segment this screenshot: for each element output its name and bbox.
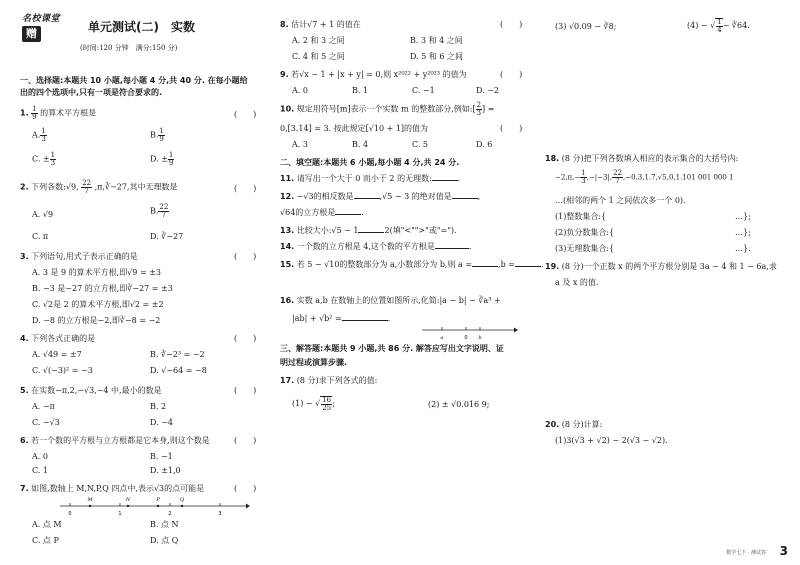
question-17-part-4: (4) − √ $\frac{1}{4}$ − ∛64. bbox=[687, 18, 750, 34]
point-label: Q bbox=[179, 497, 185, 503]
question-17-part-1: (1) − √ $\frac{16}{25}$ ; bbox=[292, 396, 335, 412]
option-b[interactable]: B. 4 bbox=[352, 140, 369, 149]
option-c[interactable]: C. 4 和 5 之间 bbox=[292, 52, 345, 61]
axis-label: 0 bbox=[464, 335, 468, 341]
option-d[interactable]: D. ± $\frac{1}{9}$ bbox=[150, 151, 174, 167]
answer-blank[interactable] bbox=[354, 198, 380, 199]
option-d[interactable]: D. 点 Q bbox=[150, 536, 179, 545]
set-irrationals-end: …}. bbox=[735, 244, 751, 253]
option-b[interactable]: B. 点 N bbox=[150, 520, 179, 529]
question-6: 6. 若一个数的平方根与立方根都是它本身,则这个数是 bbox=[20, 436, 210, 445]
column-3 bbox=[545, 0, 785, 565]
option-b[interactable]: B. 2 bbox=[150, 402, 167, 411]
option-a[interactable]: A. √9 bbox=[32, 210, 54, 219]
option-c[interactable]: C. −1 bbox=[412, 86, 435, 95]
answer-paren[interactable]: ( ) bbox=[234, 184, 257, 193]
option-b[interactable]: B. ∛−2³ = −2 bbox=[150, 350, 205, 359]
option-a[interactable]: A. 3 bbox=[292, 140, 308, 149]
tick-label: 0 bbox=[68, 511, 72, 516]
question-9: 9. 若√x − 1 + |x + y| = 0,则 x²⁰²² + y²⁰²³ 的值为 bbox=[280, 70, 467, 79]
question-18: 18. (8 分)把下列各数填入相应的表示集合的大括号内: bbox=[545, 154, 739, 163]
question-12: 12. −√3的相反数是 ,√5 − 3 的绝对值是 , bbox=[280, 192, 481, 201]
question-2: 2. 下列各数:√9, $\frac{22}{7}$ ,π,∛−27,其中无理数是 bbox=[20, 179, 178, 195]
question-14: 14. 一个数的立方根是 4,这个数的平方根是 . bbox=[280, 242, 472, 251]
option-c[interactable]: C. 5 bbox=[412, 140, 429, 149]
option-d[interactable]: D. −2 bbox=[476, 86, 500, 95]
answer-paren[interactable]: ( ) bbox=[234, 436, 257, 445]
answer-paren[interactable]: ( ) bbox=[234, 334, 257, 343]
question-19-cont: a 及 x 的值. bbox=[555, 278, 599, 287]
question-8: 8. 估计√7 + 1 的值在 bbox=[280, 20, 361, 29]
question-7: 7. 如图,数轴上 M,N,P,Q 四点中,表示√3的点可能是 bbox=[20, 484, 205, 493]
question-12-cont: √64的立方根是 . bbox=[280, 208, 364, 217]
option-d[interactable]: D. ∛−27 bbox=[150, 232, 184, 241]
question-11: 11. 请写出一个大于 0 而小于 2 的无理数: . bbox=[280, 174, 461, 183]
answer-paren[interactable]: ( ) bbox=[500, 70, 523, 79]
answer-paren[interactable]: ( ) bbox=[234, 484, 257, 493]
option-c[interactable]: C. π bbox=[32, 232, 49, 241]
question-20-part-1: (1)3(√3 + √2) − 2(√3 − √2). bbox=[555, 436, 668, 445]
question-4: 4. 下列各式正确的是 bbox=[20, 334, 96, 343]
answer-blank[interactable] bbox=[342, 320, 388, 321]
answer-blank[interactable] bbox=[432, 180, 458, 181]
option-b[interactable]: B. −1 bbox=[150, 452, 173, 461]
option-c[interactable]: C. ± $\frac{1}{3}$ bbox=[32, 151, 56, 167]
section-2-title: 二、填空题:本题共 6 小题,每小题 4 分,共 24 分. bbox=[280, 158, 460, 167]
brand-badge: 赠 bbox=[22, 26, 41, 42]
option-b[interactable]: B. $\frac{22}{7}$ bbox=[150, 203, 169, 219]
section-1-title: 一、选择题:本题共 10 小题,每小题 4 分,共 40 分. 在每小题给 bbox=[20, 76, 248, 85]
option-a[interactable]: A. 0 bbox=[292, 86, 308, 95]
question-16: 16. 实数 a,b 在数轴上的位置如图所示,化简:|a − b| − ∛a³ + bbox=[280, 296, 501, 305]
option-a[interactable]: A. 点 M bbox=[32, 520, 62, 529]
question-10-cont: 0,[3.14] = 3. 按此规定[√10 + 1]的值为 bbox=[280, 124, 429, 133]
option-b[interactable]: B. $\frac{1}{9}$ bbox=[150, 127, 164, 143]
option-b[interactable]: B. −3 是−27 的立方根,即∛−27 = ±3 bbox=[32, 284, 173, 293]
section-3-title: 三、解答题:本题共 9 小题,共 86 分. 解答应写出文字说明、证 bbox=[280, 344, 504, 353]
question-16-cont: |ab| + √b² = . bbox=[292, 314, 391, 323]
question-20: 20. (8 分)计算: bbox=[545, 420, 603, 429]
question-17-part-2: (2) ± √0.016 9; bbox=[428, 400, 490, 409]
question-5: 5. 在实数−π,2,−√3,−4 中,最小的数是 bbox=[20, 386, 162, 395]
point-label: P bbox=[156, 497, 160, 503]
column-2 bbox=[280, 0, 544, 565]
set-negative-fractions-end: …}; bbox=[735, 228, 751, 237]
set-integers[interactable]: (1)整数集合:{ bbox=[555, 212, 607, 221]
option-a[interactable]: A. 2 和 3 之间 bbox=[292, 36, 345, 45]
question-1: 1. $\frac{1}{9}$ 的算术平方根是 bbox=[20, 105, 97, 121]
option-a[interactable]: A. $\frac{1}{3}$ bbox=[32, 127, 46, 143]
answer-paren[interactable]: ( ) bbox=[500, 124, 523, 133]
option-c[interactable]: C. 点 P bbox=[32, 536, 59, 545]
answer-paren[interactable]: ( ) bbox=[234, 386, 257, 395]
page-number: 3 bbox=[779, 544, 788, 558]
option-c[interactable]: C. √(−3)² = −3 bbox=[32, 366, 93, 375]
fraction: $\frac{1}{9}$ bbox=[32, 105, 37, 121]
question-13: 13. 比较大小:√5 − 1 2(填"<"">"或"="). bbox=[280, 226, 457, 235]
option-c[interactable]: C. √2是 2 的算术平方根,即√2 = ±2 bbox=[32, 300, 164, 309]
question-18-list-cont: …(相邻的两个 1 之间依次多一个 0). bbox=[555, 196, 686, 205]
footer-text: 数学七下 · 测试卷 bbox=[726, 549, 766, 556]
option-d[interactable]: D. ±1,0 bbox=[150, 466, 181, 475]
question-17: 17. (8 分)求下列各式的值: bbox=[280, 376, 378, 385]
answer-paren[interactable]: ( ) bbox=[500, 20, 523, 29]
answer-paren[interactable]: ( ) bbox=[234, 110, 257, 119]
question-3: 3. 下列语句,用式子表示正确的是 bbox=[20, 252, 138, 261]
option-d[interactable]: D. 6 bbox=[476, 140, 493, 149]
number-line-q7 bbox=[60, 494, 250, 516]
option-d[interactable]: D. −4 bbox=[150, 418, 174, 427]
answer-blank[interactable] bbox=[358, 232, 384, 233]
question-17-part-3: (3) √0.09 − ∛8; bbox=[555, 22, 617, 31]
axis-label: a bbox=[440, 335, 444, 341]
answer-blank[interactable] bbox=[515, 266, 541, 267]
option-a[interactable]: A. 3 是 9 的算术平方根,即√9 = ±3 bbox=[32, 268, 161, 277]
page-title: 单元测试(二) 实数 bbox=[88, 20, 195, 34]
answer-blank[interactable] bbox=[452, 198, 478, 199]
answer-paren[interactable]: ( ) bbox=[234, 252, 257, 261]
question-18-list: −2,π,− $\frac{1}{3}$ ,−|−3|, $\frac{22}{7}$ ,−0.3,1.7,√5,0,1.101 001 000 1 bbox=[555, 169, 734, 185]
tick-label: 2 bbox=[168, 511, 172, 516]
set-negative-fractions[interactable]: (2)负分数集合:{ bbox=[555, 228, 615, 237]
set-integers-end: …}; bbox=[735, 212, 751, 221]
option-c[interactable]: C. −√3 bbox=[32, 418, 60, 427]
option-b[interactable]: B. 1 bbox=[352, 86, 369, 95]
option-b[interactable]: B. 3 和 4 之间 bbox=[410, 36, 463, 45]
set-irrationals[interactable]: (3)无理数集合:{ bbox=[555, 244, 615, 253]
section-1-title-cont: 出的四个选项中,只有一项是符合要求的. bbox=[20, 88, 163, 97]
number-line-q16 bbox=[422, 322, 518, 342]
question-15: 15. 若 5 − √10的整数部分为 a,小数部分为 b,则 a = ,b = . bbox=[280, 260, 544, 269]
point-label: M bbox=[87, 497, 93, 503]
option-d[interactable]: D. √−64 = −8 bbox=[150, 366, 207, 375]
option-d[interactable]: D. −8 的立方根是−2,即∛−8 = −2 bbox=[32, 316, 161, 325]
column-1 bbox=[20, 0, 273, 565]
tick-label: 1 bbox=[118, 511, 122, 516]
exam-meta: (时间:120 分钟 满分:150 分) bbox=[80, 44, 178, 52]
section-3-title-cont: 明过程或演算步骤. bbox=[280, 358, 348, 367]
option-a[interactable]: A. √49 = ±7 bbox=[32, 350, 82, 359]
axis-label: b bbox=[478, 335, 482, 341]
answer-blank[interactable] bbox=[472, 266, 498, 267]
option-d[interactable]: D. 5 和 6 之间 bbox=[410, 52, 464, 61]
answer-blank[interactable] bbox=[335, 214, 361, 215]
answer-blank[interactable] bbox=[435, 248, 469, 249]
brand-name: 名校课堂 bbox=[22, 14, 61, 24]
option-a[interactable]: A. −π bbox=[32, 402, 55, 411]
question-19: 19. (8 分)一个正数 x 的两个平方根分别是 3a − 4 和 1 − 6a,求 bbox=[545, 262, 777, 271]
option-c[interactable]: C. 1 bbox=[32, 466, 49, 475]
point-label: N bbox=[125, 497, 131, 503]
question-10: 10. 规定用符号[m]表示一个实数 m 的整数部分,例如:[ $\frac{2}{3}$ ] = bbox=[280, 101, 495, 117]
tick-label: 3 bbox=[218, 511, 222, 516]
option-a[interactable]: A. 0 bbox=[32, 452, 48, 461]
